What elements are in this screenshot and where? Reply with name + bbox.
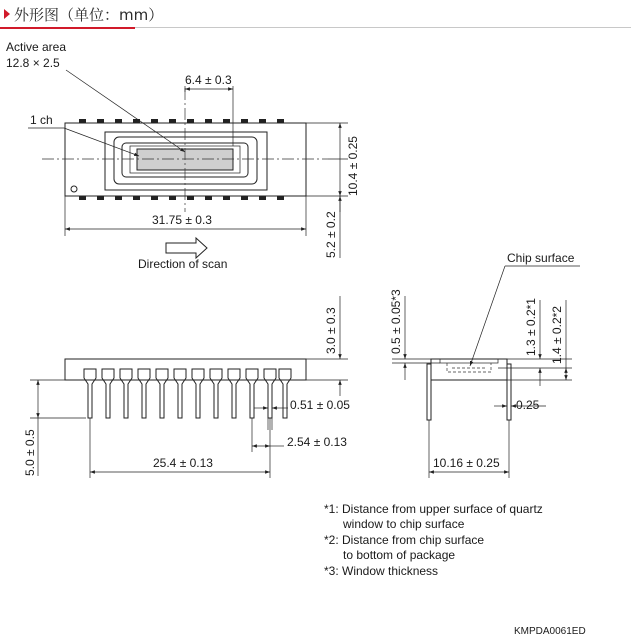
top-view-pins-lower [79, 196, 284, 200]
active-area-label: Active area [6, 40, 67, 54]
package-height-value: 10.4 ± 0.25 [346, 136, 360, 196]
note-1-line-2: window to chip surface [343, 517, 465, 531]
body-height-value: 3.0 ± 0.3 [324, 307, 338, 354]
pin-1-index-mark-icon [71, 186, 77, 192]
lead-thickness-value: 0.25 [516, 398, 540, 412]
side-view-pins [84, 369, 291, 418]
footnotes [324, 502, 543, 578]
top-view [6, 40, 360, 271]
chip-surface-leader [470, 266, 505, 366]
note-3: *3: Window thickness [324, 564, 439, 578]
half-height-value: 5.2 ± 0.2 [324, 211, 338, 258]
active-area-size: 12.8 × 2.5 [6, 56, 60, 70]
chip-surface-label: Chip surface [507, 251, 575, 265]
pin-length-value: 5.0 ± 0.5 [23, 429, 37, 476]
end-view [389, 251, 580, 478]
channel-label: 1 ch [30, 113, 53, 127]
end-view-lead-left [427, 364, 431, 420]
window-width-value: 6.4 ± 0.3 [185, 73, 232, 87]
end-view-chip-hidden-outline [447, 363, 491, 372]
package-length-value: 31.75 ± 0.3 [152, 213, 212, 227]
drawing-code: KMPDA0061ED [514, 626, 586, 637]
row-spacing-value: 10.16 ± 0.25 [433, 456, 500, 470]
pin-pitch-value: 2.54 ± 0.13 [287, 435, 347, 449]
top-view-pins-upper [79, 119, 284, 123]
chip-depth-2-value: 1.4 ± 0.2*2 [550, 306, 564, 364]
note-2-line-2: to bottom of package [343, 548, 456, 562]
end-view-package-body [431, 359, 507, 380]
pin-span-value: 25.4 ± 0.13 [153, 456, 213, 470]
end-view-lead-right [507, 364, 511, 420]
note-1-line-1: *1: Distance from upper surface of quartz [324, 502, 543, 516]
active-area-leader [66, 70, 185, 152]
pin-width-value: 0.51 ± 0.05 [290, 398, 350, 412]
end-view-window [440, 359, 498, 363]
note-2-line-1: *2: Distance from chip surface [324, 533, 485, 547]
scan-direction-label: Direction of scan [138, 257, 228, 271]
side-view [23, 296, 350, 478]
chip-depth-1-value: 1.3 ± 0.2*1 [524, 298, 538, 356]
scan-direction-arrow-icon [166, 238, 207, 258]
window-thickness-value: 0.5 ± 0.05*3 [389, 289, 403, 354]
section-title: 外形图（单位：mm） [14, 6, 164, 24]
